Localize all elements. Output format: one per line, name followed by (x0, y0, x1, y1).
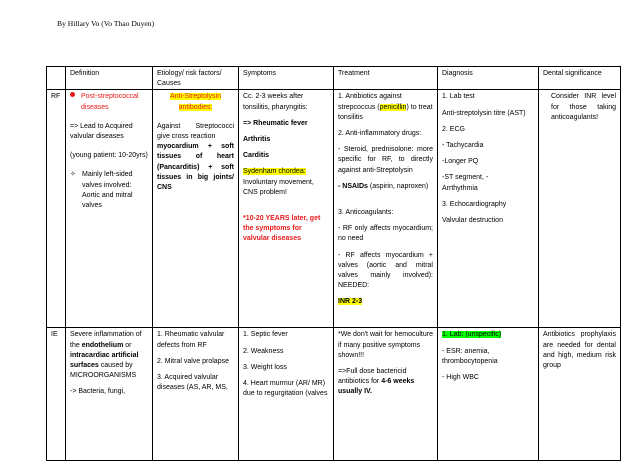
ie-etiology-2: 2. Mitral valve prolapse (157, 357, 229, 365)
ie-symptoms-cell (239, 328, 334, 461)
header-treatment: Treatment (334, 67, 438, 90)
ie-dental-text: Antibiotics prophylaxis are needed for dental and high, medium risk group (543, 331, 616, 370)
rf-definition-title: Post-streptococcal diseases (70, 92, 148, 112)
page-header-author: By Hillary Vo (Vo Thao Duyen) (57, 19, 155, 28)
ie-dental-cell (539, 328, 621, 461)
ie-treatment-cell (334, 328, 438, 461)
ie-diagnosis-lab: 1. Lab: (unspecific) (442, 331, 502, 339)
rf-diagnosis-cell (438, 90, 539, 328)
rf-treatment-steroid: - Steroid, prednisolone: more specific for RF, to directly against anti-Streptolysin (338, 146, 433, 174)
rf-diagnosis-lab: 1. Lab test (442, 93, 475, 101)
rf-diagnosis-valvular: Valvular destruction (442, 217, 503, 225)
rf-treatment-rf-mitral: - RF affects myocardium + valves (aortic and mitral valves mainly involved): NEEDED: (338, 251, 433, 290)
header-etiology: Etiology/ risk factors/ Causes (153, 67, 239, 90)
header-dental: Dental significance (539, 67, 621, 90)
rf-symptoms-sydenham: Sydenham chordea: (243, 168, 306, 176)
rf-symptoms-rheumatic: => Rheumatic fever (243, 119, 308, 127)
ie-etiology-cell (153, 328, 239, 461)
ie-definition-text: Severe inflammation of the endothelium or intracardiac artificial surfaces caused by MICROORGANISMS (70, 331, 142, 380)
ie-symptoms-3: 3. Weight loss (243, 363, 287, 371)
rf-treatment-anticoagulants: 3. Anticoagulants: (338, 209, 394, 217)
header-diagnosis: Diagnosis (438, 67, 539, 90)
rf-diagnosis-st: -ST segment, -Arrthythmia (442, 174, 489, 192)
table-row-ie (47, 328, 621, 461)
rf-treatment-rf-only: - RF only affects myocardium; no need (338, 225, 433, 243)
rf-diagnosis-pq: -Longer PQ (442, 158, 479, 166)
rf-treatment-antibiotics: 1. Antibiotics against strepcoccus (penicillin) to treat tonsilitis (338, 93, 433, 121)
rf-definition-cell (66, 90, 153, 328)
rf-symptoms-carditis: Carditis (243, 152, 270, 160)
header-symptoms: Symptoms (239, 67, 334, 90)
ie-treatment-full: =>Full dose bactericid antibiotics for 4-6 weeks (338, 368, 415, 386)
ie-etiology-1: 1. Rheumatic valvular defects from RF (157, 331, 225, 349)
rf-symptoms-sydenham-desc: Involuntary movement, CNS problem! (243, 178, 314, 196)
rf-treatment-antiinflammatory: 2. Anti-inflammatory drugs: (338, 130, 422, 138)
row-label-rf: RF (47, 90, 66, 328)
disease-table (46, 66, 621, 461)
diamond-bullet-icon: ✧ (70, 171, 76, 179)
ie-symptoms-2: 2. Weakness (243, 347, 284, 355)
header-definition: Definition (66, 67, 153, 90)
ie-symptoms-1: 1. Septic fever (243, 331, 288, 339)
rf-diagnosis-echo: 3. Echocardiography (442, 200, 507, 208)
ie-treatment-iv: usually IV. (338, 388, 372, 396)
rf-symptoms-fever: Cc. 2-3 weeks after tonsilitis, pharyngitis: (243, 93, 308, 111)
ie-diagnosis-wbc: - High WBC (442, 374, 479, 382)
rf-definition-patients: (young patient: 10-20yrs) (70, 152, 148, 160)
ie-definition-bacteria: -> Bacteria, fungi, (70, 388, 126, 396)
rf-etiology-against: Against Streptococci give cross reaction (157, 122, 234, 141)
ie-etiology-3: 3. Acquired valvular diseases (AS, AR, MS, (157, 374, 228, 392)
rf-etiology-cell (153, 90, 239, 328)
ie-definition-cell (66, 328, 153, 461)
header-row (47, 67, 621, 90)
row-label-ie: IE (47, 328, 66, 461)
rf-diagnosis-ecg: 2. ECG (442, 125, 465, 133)
table-row-rf (47, 90, 621, 328)
rf-dental-cell (539, 90, 621, 328)
ie-diagnosis-cell (438, 328, 539, 461)
rf-symptoms-arthritis: Arthritis (243, 136, 271, 144)
ie-symptoms-4: 4. Heart murmur (AR/ MR) due to regurgitation (valves (243, 380, 328, 398)
red-bullet-icon (70, 92, 75, 97)
rf-etiology-highlight: Anti-Streptolysin antibodies: (170, 93, 221, 111)
rf-symptoms-cell (239, 90, 334, 328)
rf-diagnosis-tachy: - Tachycardia (442, 142, 484, 150)
rf-definition-valves: ✧ Mainly left-sided valves involved: Aortic and mitral valves (70, 171, 133, 210)
ie-treatment-wait: *We don't wait for hemoculture if many positive symptoms shown!!! (338, 331, 433, 359)
ie-diagnosis-esr: - ESR: anemia, thrombocytopenia (442, 347, 498, 365)
rf-treatment-inr: INR 2-3 (338, 298, 363, 306)
header-empty-cell (47, 67, 66, 90)
rf-etiology-myocardium: myocardium + soft tissues of heart (Pancarditis) + soft tissues in big joints/ CNS (157, 143, 234, 192)
rf-treatment-cell (334, 90, 438, 328)
rf-treatment-nsaids: - NSAIDs (aspirin, naproxen) (338, 182, 429, 190)
rf-definition-lead: => Lead to Acquired valvular diseases (70, 122, 133, 141)
rf-diagnosis-aso: Anti-streptolysin titre (AST) (442, 109, 526, 117)
rf-dental-text: Consider INR level for those taking anticoagulants! (551, 93, 616, 121)
rf-symptoms-warning: *10-20 YEARS later, get the symptoms for valvular diseases (243, 215, 321, 243)
